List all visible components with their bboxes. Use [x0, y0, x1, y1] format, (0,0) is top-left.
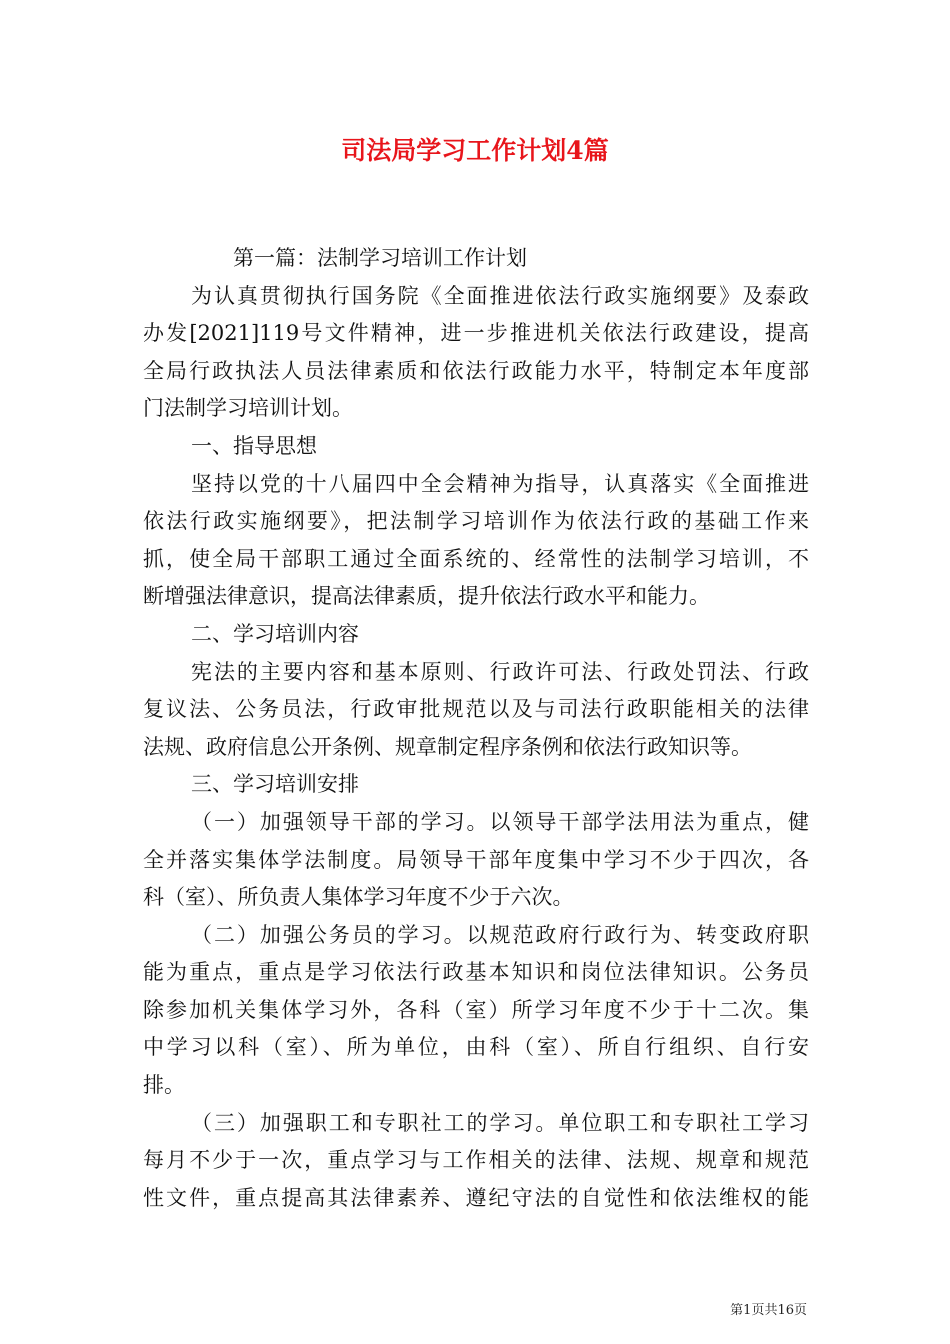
- paragraph-line: 宪法的主要内容和基本原则、行政许可法、行政处罚法、行政: [191, 659, 809, 684]
- section-heading: 一、指导思想: [191, 433, 317, 458]
- paragraph-line: （一）加强领导干部的学习。以领导干部学法用法为重点，健: [191, 809, 809, 834]
- section-heading: 三、学习培训安排: [191, 772, 359, 797]
- paragraph-line: 性文件，重点提高其法律素养、遵纪守法的自觉性和依法维权的能: [143, 1185, 809, 1210]
- paragraph-line: 法规、政府信息公开条例、规章制定程序条例和依法行政知识等。: [143, 734, 752, 759]
- paragraph-line: 除参加机关集体学习外，各科（室）所学习年度不少于十二次。集: [143, 997, 809, 1022]
- paragraph-line: 复议法、公务员法，行政审批规范以及与司法行政职能相关的法律: [143, 697, 809, 722]
- page-number: 第1页共16页: [730, 1303, 807, 1318]
- document-body: [143, 240, 809, 1217]
- paragraph-line: 全局行政执法人员法律素质和依法行政能力水平，特制定本年度部: [143, 358, 809, 383]
- paragraph-line: 中学习以科（室）、所为单位，由科（室）、所自行组织、自行安: [143, 1035, 809, 1060]
- section-heading: 二、学习培训内容: [191, 621, 359, 646]
- paragraph-line: 为认真贯彻执行国务院《全面推进依法行政实施纲要》及泰政: [191, 283, 809, 308]
- paragraph-line: 排。: [143, 1073, 185, 1098]
- paragraph-line: 门法制学习培训计划。: [143, 396, 353, 421]
- paragraph-line: 每月不少于一次，重点学习与工作相关的法律、法规、规章和规范: [143, 1148, 809, 1173]
- paragraph-line: 依法行政实施纲要》，把法制学习培训作为依法行政的基础工作来: [143, 509, 809, 534]
- document-title: 司法局学习工作计划4篇: [341, 136, 609, 165]
- paragraph-line: 科（室）、所负责人集体学习年度不少于六次。: [143, 885, 574, 910]
- paragraph-line: （二）加强公务员的学习。以规范政府行政行为、转变政府职: [191, 922, 809, 947]
- paragraph-line: 坚持以党的十八届四中全会精神为指导，认真落实《全面推进: [191, 471, 809, 496]
- paragraph-line: 能为重点，重点是学习依法行政基本知识和岗位法律知识。公务员: [143, 960, 809, 985]
- paragraph-line: （三）加强职工和专职社工的学习。单位职工和专职社工学习: [191, 1110, 809, 1135]
- paragraph-line: 抓，使全局干部职工通过全面系统的、经常性的法制学习培训，不: [143, 546, 809, 571]
- paragraph-line: 办发[2021]119号文件精神，进一步推进机关依法行政建设，提高: [143, 321, 809, 346]
- paragraph-line: 断增强法律意识，提高法律素质，提升依法行政水平和能力。: [143, 584, 710, 609]
- paragraph-line: 全并落实集体学法制度。局领导干部年度集中学习不少于四次，各: [143, 847, 809, 872]
- section-heading: 第一篇：法制学习培训工作计划: [233, 246, 527, 270]
